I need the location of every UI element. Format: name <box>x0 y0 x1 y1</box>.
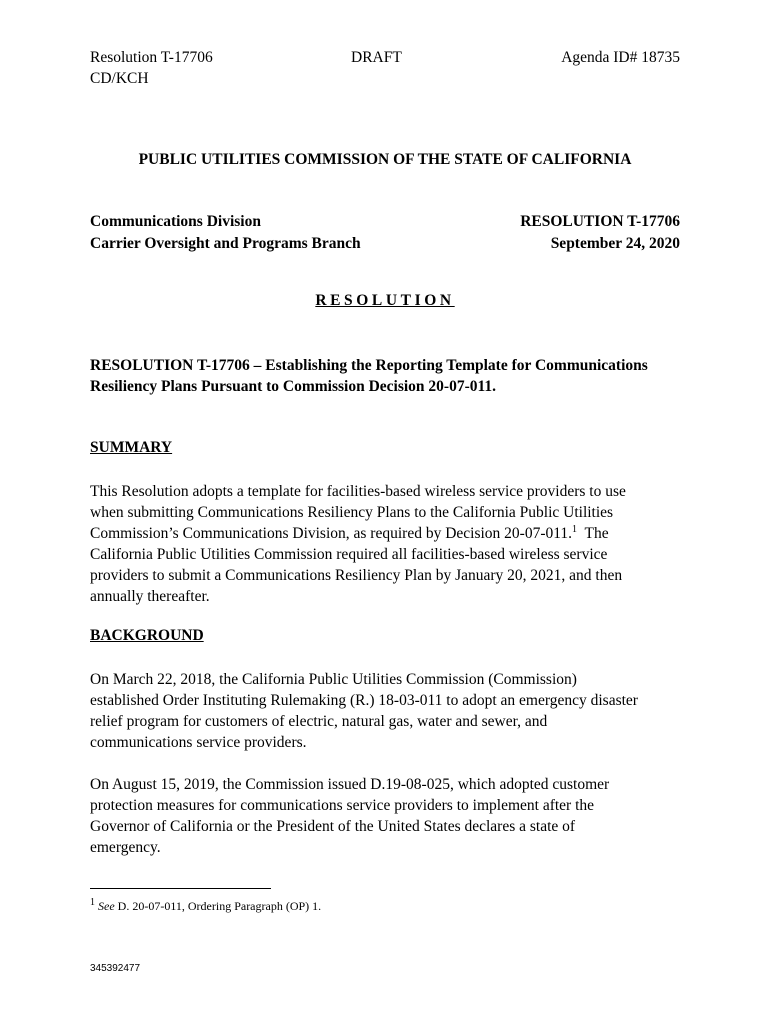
summary-line: when submitting Communications Resiliency Plans to the California Public Utilities <box>90 504 614 521</box>
background-paragraph-1 <box>90 669 690 753</box>
header-agenda-id: Agenda ID# 18735 <box>561 49 680 66</box>
background-line: relief program for customers of electric, natural gas, water and sewer, and <box>90 713 548 730</box>
summary-heading: SUMMARY <box>90 439 173 456</box>
resolution-subject-line: Resiliency Plans Pursuant to Commission Decision 20-07-011. <box>90 378 497 395</box>
header-draft: DRAFT <box>351 49 402 66</box>
resolution-subject-line: RESOLUTION T-17706 – Establishing the Reporting Template for Communications <box>90 357 648 374</box>
background-line: On August 15, 2019, the Commission issued D.19-08-025, which adopted customer <box>90 776 610 793</box>
footnote <box>90 898 321 914</box>
footnote-text: D. 20-07-011, Ordering Paragraph (OP) 1. <box>114 899 322 913</box>
header-resolution-ref: Resolution T-17706 <box>90 49 213 66</box>
resolution-heading: RESOLUTION <box>315 292 455 309</box>
background-line: On March 22, 2018, the California Public Utilities Commission (Commission) <box>90 671 577 688</box>
resolution-date: September 24, 2020 <box>550 235 680 252</box>
summary-line <box>90 523 690 544</box>
footnote-separator <box>90 888 271 889</box>
summary-line-text: Commission’s Communications Division, as required by Decision 20-07-011. <box>90 525 573 542</box>
summary-line: providers to submit a Communications Resiliency Plan by January 20, 2021, and then <box>90 567 623 584</box>
background-paragraph-2 <box>90 774 690 858</box>
resolution-number: RESOLUTION T-17706 <box>520 213 680 230</box>
resolution-subject <box>90 355 690 397</box>
summary-line: This Resolution adopts a template for facilities-based wireless service providers to use <box>90 483 626 500</box>
document-number: 345392477 <box>90 963 141 974</box>
background-line: communications service providers. <box>90 734 307 751</box>
background-heading: BACKGROUND <box>90 627 204 644</box>
background-line: emergency. <box>90 839 161 856</box>
summary-line: annually thereafter. <box>90 588 210 605</box>
summary-paragraph <box>90 481 690 607</box>
division-name: Communications Division <box>90 213 261 230</box>
header-initials: CD/KCH <box>90 70 149 87</box>
summary-line-tail: The <box>577 525 609 542</box>
footnote-reference[interactable]: 1 <box>572 523 578 535</box>
footnote-marker: 1 <box>90 897 95 908</box>
division-branch: Carrier Oversight and Programs Branch <box>90 235 361 252</box>
summary-line: California Public Utilities Commission required all facilities-based wireless service <box>90 546 608 563</box>
background-line: Governor of California or the President of the United States declares a state of <box>90 818 576 835</box>
background-line: established Order Instituting Rulemaking (R.) 18-03-011 to adopt an emergency disaster <box>90 692 638 709</box>
commission-title: PUBLIC UTILITIES COMMISSION OF THE STATE OF CALIFORNIA <box>138 151 632 168</box>
background-line: protection measures for communications service providers to implement after the <box>90 797 595 814</box>
footnote-see: See <box>98 899 115 913</box>
